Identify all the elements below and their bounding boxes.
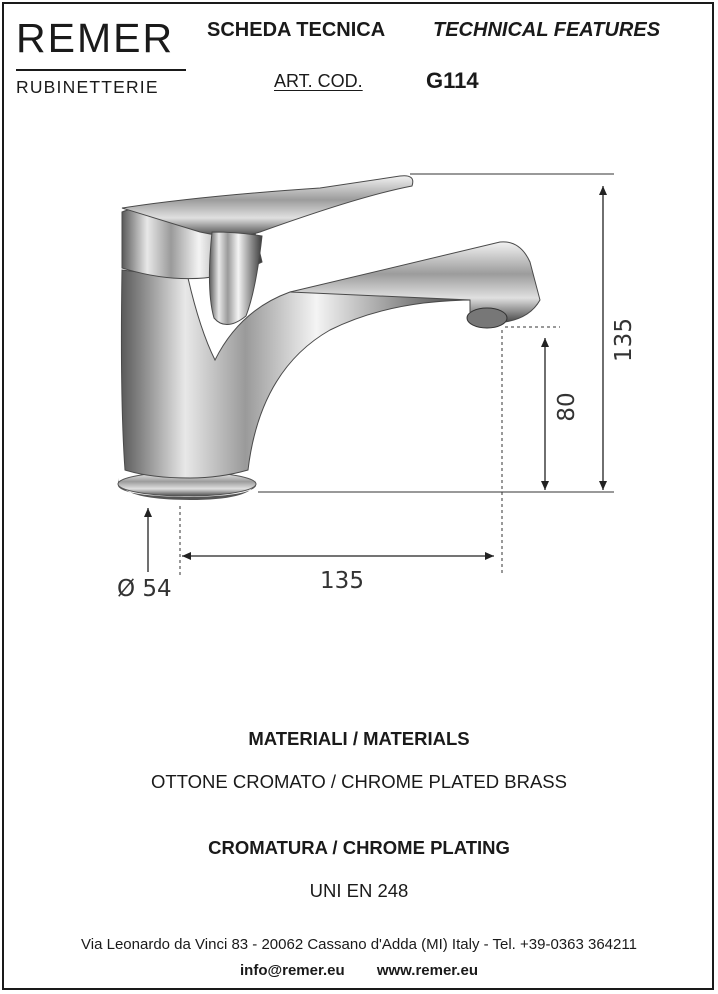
header-title-en: TECHNICAL FEATURES: [433, 19, 661, 41]
footer-contacts: [0, 962, 718, 979]
brand-subtitle: RUBINETTERIE: [16, 77, 159, 97]
base-diameter-label: Ø 54: [117, 576, 172, 602]
dimension-base-diameter: [117, 508, 172, 602]
spout-height-label: 80: [554, 392, 580, 422]
email-link[interactable]: info@remer.eu: [240, 962, 345, 979]
reach-label: 135: [320, 568, 364, 594]
article-code: G114: [426, 68, 479, 93]
height-total-label: 135: [611, 318, 637, 362]
website-link[interactable]: www.remer.eu: [376, 962, 478, 979]
materials-value: OTTONE CROMATO / CHROME PLATED BRASS: [151, 771, 567, 792]
footer-address: Via Leonardo da Vinci 83 - 20062 Cassano d'Adda (MI) Italy - Tel. +39-0363 364211: [81, 936, 637, 953]
faucet-image: [118, 176, 540, 500]
header-title-it: SCHEDA TECNICA: [207, 19, 386, 41]
materials-title: MATERIALI / MATERIALS: [248, 728, 470, 749]
plating-title: CROMATURA / CHROME PLATING: [208, 837, 510, 858]
article-code-label: ART. COD.: [274, 71, 363, 91]
dimension-spout-height: [505, 327, 580, 490]
brand-name: REMER: [16, 15, 175, 61]
plating-value: UNI EN 248: [309, 880, 409, 901]
